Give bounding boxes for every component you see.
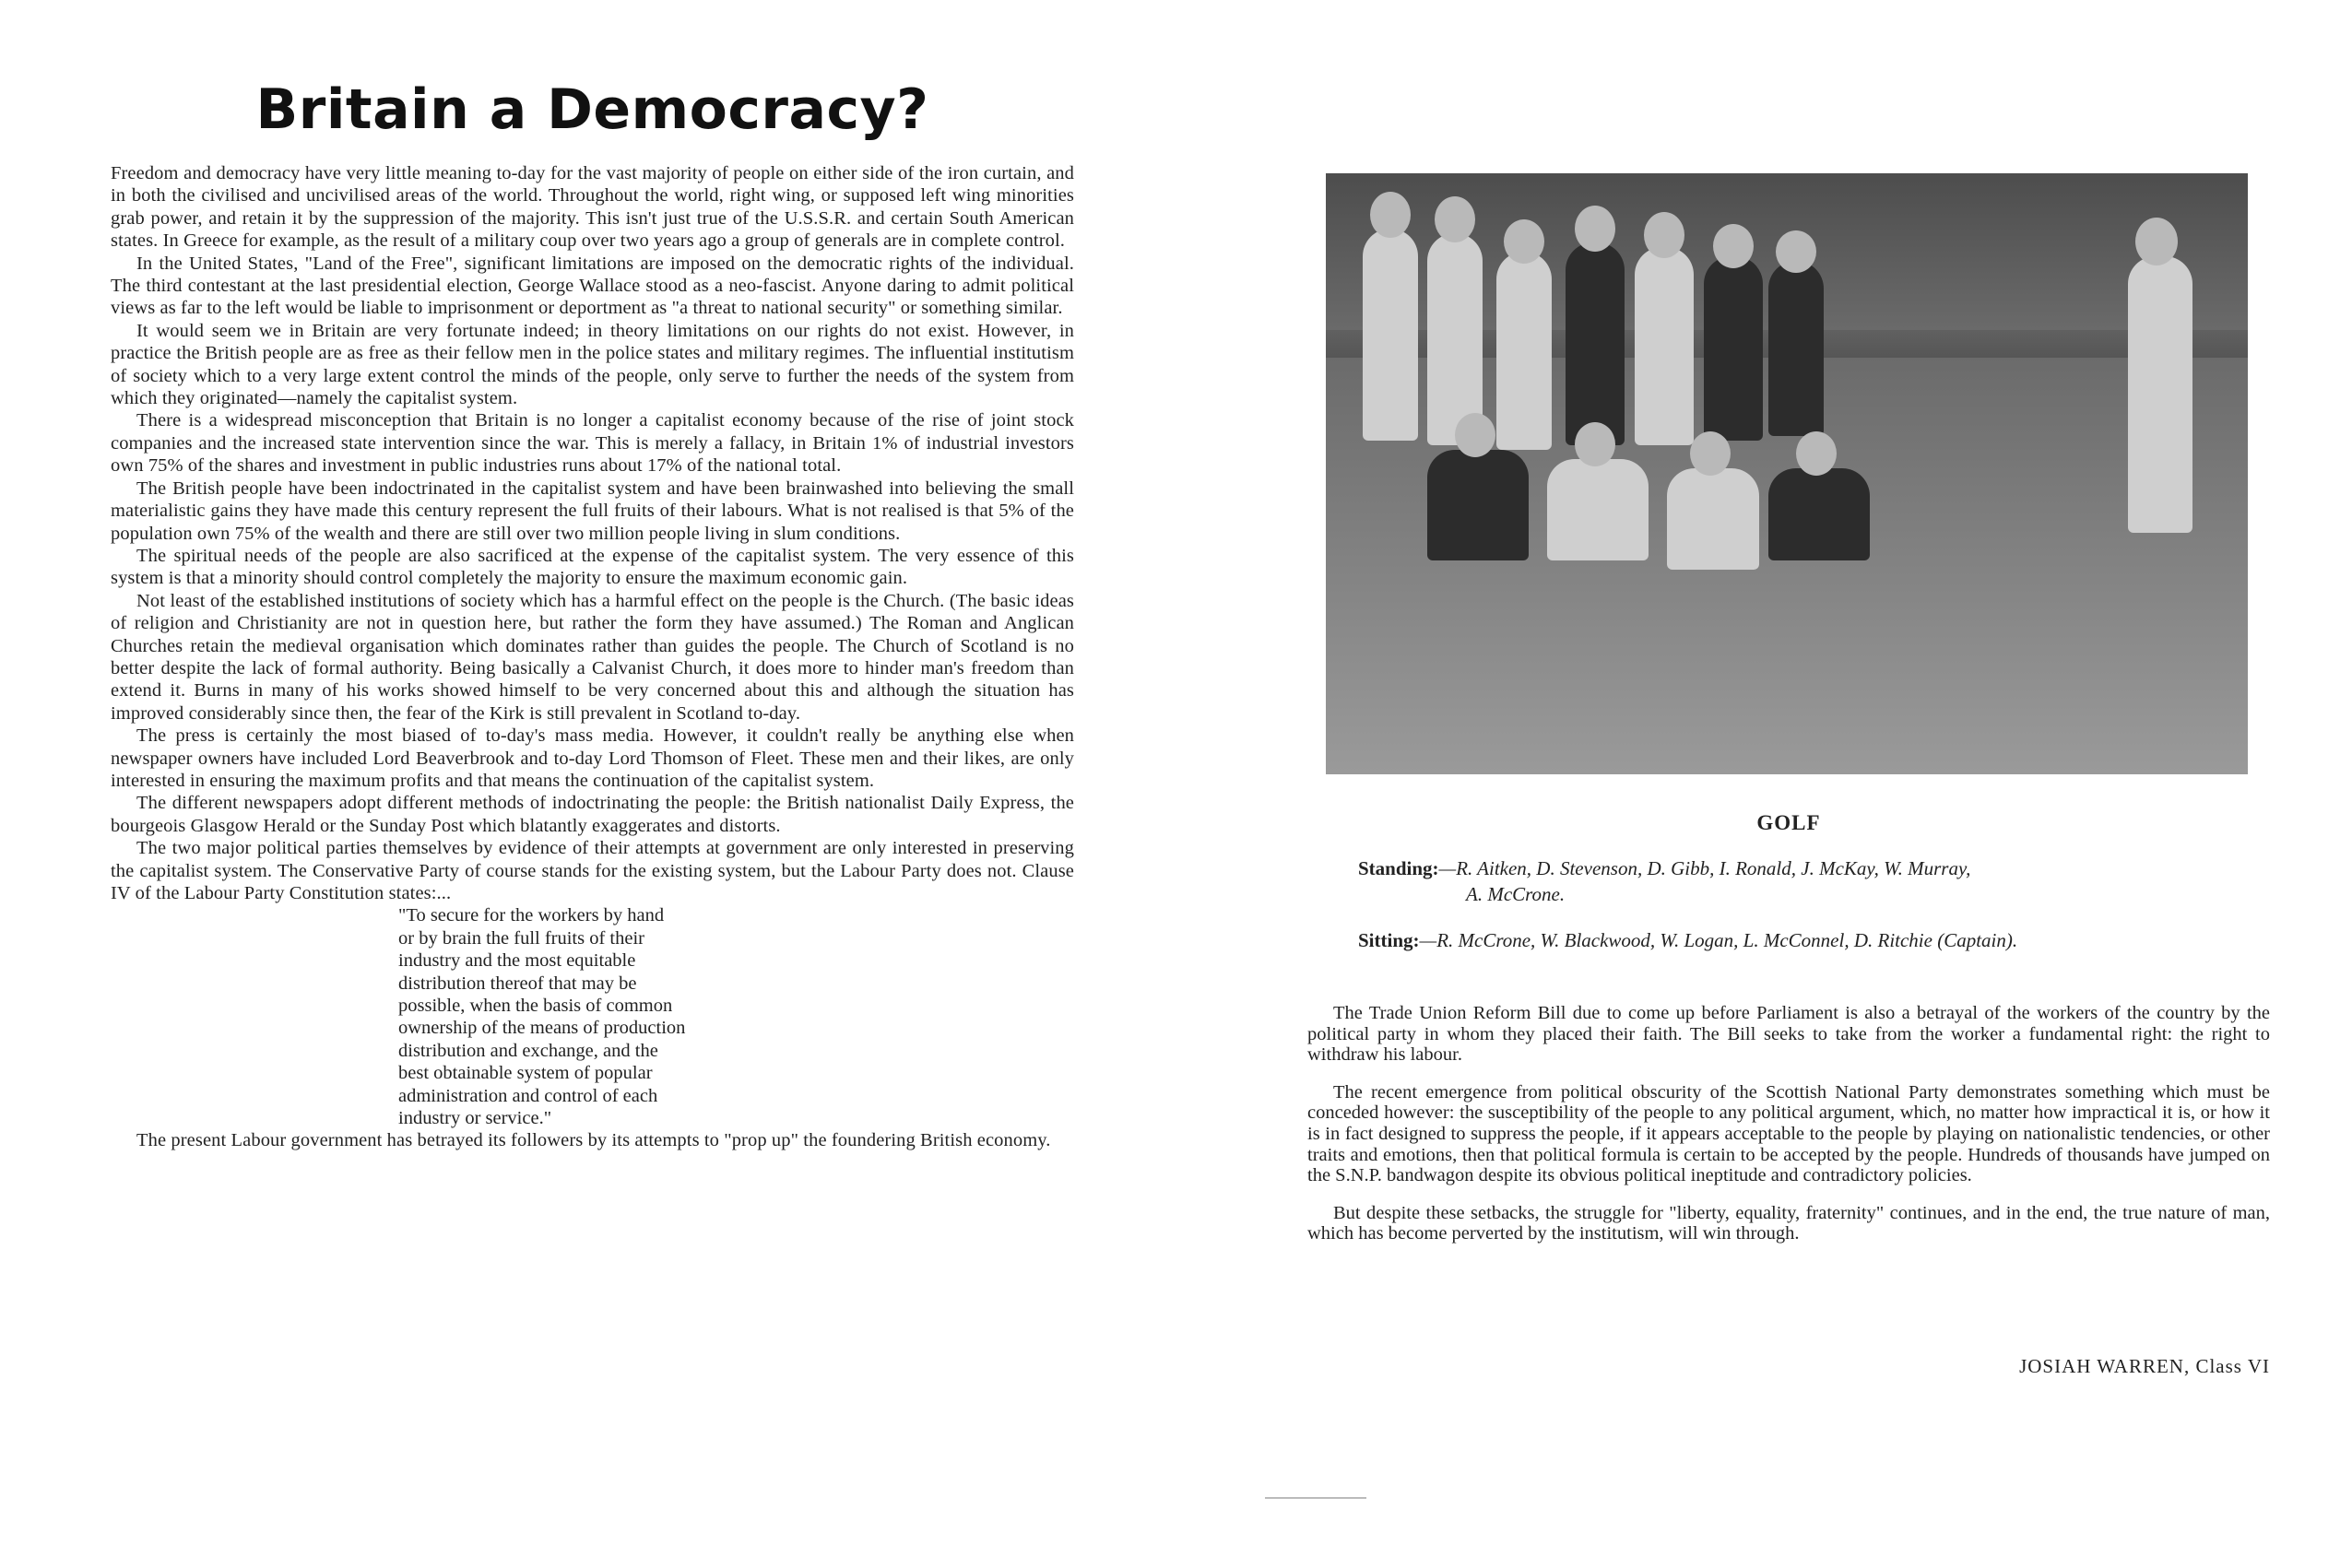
- photo-golfer-head: [2135, 218, 2178, 265]
- quote-line: or by brain the full fruits of their: [398, 927, 645, 949]
- article-paragraph: The spiritual needs of the people are also sacrificed at the expense of the capitalist system. The very essence of this system is that a minority should control completely the majority to ensure the maximum economic gain.: [111, 545, 1074, 589]
- sitting-label: Sitting:: [1358, 929, 1420, 951]
- article-paragraph: In the United States, "Land of the Free", significant limitations are imposed on the democratic rights of the individual. The third contestant at the last presidential election, George Wallace stood as a neo-fascist. Anyone daring to admit political views as far to the left would be liable to imprisonment or deportment as "a threat to national security" or something similar.: [111, 253, 1074, 319]
- left-page: [111, 65, 1074, 1152]
- photo-figure: [1496, 252, 1552, 450]
- photo-figure-head: [1690, 431, 1731, 476]
- article-paragraph: The two major political parties themselves by evidence of their attempts at government are only interested in preserving the capitalist system. The Conservative Party of course stands for the existing system, but the Labour Party does not. Clause IV of the Labour Party Constitution states:...: [111, 838, 1074, 903]
- photo-figure-head: [1455, 413, 1495, 457]
- quote-line: "To secure for the workers by hand: [398, 905, 665, 926]
- quote-line: distribution and exchange, and the: [398, 1040, 658, 1061]
- quote-line: industry or service.": [398, 1108, 552, 1129]
- standing-names: —R. Aitken, D. Stevenson, D. Gibb, I. Ronald, J. McKay, W. Murray,: [1438, 857, 1971, 879]
- article-paragraph: There is a widespread misconception that Britain is no longer a capitalist economy because of the rise of joint stock companies and the increased state intervention since the war. This is merely a fallacy, in Britain 1% of industrial investors own 75% of the shares and investment in public industries runs about 17% of the national total.: [111, 410, 1074, 477]
- quote-line: administration and control of each: [398, 1085, 658, 1106]
- photo-figure: [1566, 242, 1625, 445]
- quote-line: possible, when the basis of common: [398, 996, 673, 1017]
- golf-team-photo: [1326, 173, 2248, 774]
- article-paragraph: The different newspapers adopt different methods of indoctrinating the people: the British nationalist Daily Express, the bourgeois Glasgow Herald or the Sunday Post which blatantly exaggerates and distorts.: [111, 793, 1074, 836]
- photo-figure: [1635, 247, 1694, 445]
- article-paragraph: The Trade Union Reform Bill due to come up before Parliament is also a betrayal of the workers of the country by the political party in whom they placed their faith. The Bill seeks to take from the worker a fundamental right: the right to withdraw his labour.: [1307, 1003, 2270, 1066]
- article-paragraph: The recent emergence from political obscurity of the Scottish National Party demonstrates something which must be conceded however: the susceptibility of the people to any political argument, which, no matter how impractical it is, or how it is in fact designed to suppress the people, if it appears acceptable to the people by playing on nationalistic tendencies, or other traits and emotions, then that political formula is certain to be accepted by the people. Hundreds of thousands have jumped on the S.N.P. bandwagon despite its obvious political ineptitude and contradictory policies.: [1307, 1081, 2270, 1186]
- photo-caption-title: GOLF: [1756, 811, 1821, 834]
- article-paragraph: Not least of the established institutions of society which has a harmful effect on the people is the Church. (The basic ideas of religion and Christianity are not in question here, but rather the form they have assumed.) The Roman and Anglican Churches retain the medieval organisation which dominates rather than guides the people. The Church of Scotland is no better despite the lack of formal authority. Being basically a Calvanist Church, it does more to hinder man's freedom than extend it. Burns in many of his works showed himself to be very concerned about this and although the situation has improved considerably since then, the fear of the Kirk is still prevalent in Scotland to-day.: [111, 590, 1074, 724]
- quote-line: industry and the most equitable: [398, 950, 636, 972]
- article-paragraph: But despite these setbacks, the struggle for "liberty, equality, fraternity" continues, and in the end, the true nature of man, which has become perverted by the institutism, will win through.: [1307, 1202, 2270, 1244]
- photo-figure: [1768, 261, 1824, 436]
- article-paragraph: Freedom and democracy have very little meaning to-day for the vast majority of people on either side of the iron curtain, and in both the civilised and uncivilised areas of the world. Throughout the world, right wing, or supposed left wing minorities grab power, and retain it by the suppression of the majority. This isn't just true of the U.S.S.R. and certain South American states. In Greece for example, as the result of a military coup over two years ago a group of generals are in complete control.: [111, 163, 1074, 252]
- clause-iv-quote: [398, 904, 786, 1129]
- photo-figure: [1363, 229, 1418, 441]
- closing-paragraph: The present Labour government has betrayed its followers by its attempts to "prop up" the foundering British economy.: [136, 1130, 1051, 1151]
- photo-figure: [1704, 256, 1763, 441]
- photo-figure: [1667, 468, 1759, 570]
- photo-figure-head: [1575, 422, 1615, 466]
- article-title: Britain a Democracy?: [255, 77, 929, 142]
- author-signature: JOSIAH WARREN, Class VI: [2019, 1355, 2270, 1377]
- sitting-names: —R. McCrone, W. Blackwood, W. Logan, L. McConnel, D. Ritchie (Captain).: [1419, 929, 2018, 951]
- standing-line: [1358, 855, 1970, 881]
- page-rule: [1265, 1497, 1366, 1499]
- sitting-line: [1358, 927, 2017, 953]
- photo-figure: [1427, 450, 1529, 560]
- photo-figure-head: [1796, 431, 1837, 476]
- article-paragraph: The press is certainly the most biased of to-day's mass media. However, it couldn't really be anything else when newspaper owners have included Lord Beaverbrook and to-day Lord Thomson of Fleet. These men and their likes, are only interested in ensuring the maximum profits and that means the continuation of the capitalist system.: [111, 725, 1074, 791]
- article-continuation: [1307, 1003, 2270, 1244]
- photo-figure-head: [1370, 192, 1411, 238]
- quote-line: distribution thereof that may be: [398, 973, 637, 994]
- paragraph-gap: [1307, 1066, 2270, 1082]
- photo-figure-head: [1713, 224, 1754, 268]
- photo-figure: [1768, 468, 1870, 560]
- photo-figure-head: [1575, 206, 1615, 252]
- photo-figure-head: [1504, 219, 1544, 264]
- photo-figure-head: [1435, 196, 1475, 242]
- standing-line-2: [1466, 881, 1565, 907]
- photo-figure-head: [1776, 230, 1816, 273]
- photo-figure-head: [1644, 212, 1684, 258]
- quote-line: ownership of the means of production: [398, 1018, 686, 1039]
- article-paragraph: The British people have been indoctrinated in the capitalist system and have been brainwashed into believing the small materialistic gains they have made this century represent the full fruits of their labours. What is not realised is that 5% of the population own 75% of the wealth and there are still over two million people living in slum conditions.: [111, 477, 1074, 544]
- quote-line: best obtainable system of popular: [398, 1063, 653, 1084]
- article-paragraph: It would seem we in Britain are very fortunate indeed; in theory limitations on our rights do not exist. However, in practice the British people are as free as their fellow men in the police states and military regimes. The influential institutism of society which to a very large extent control the minds of the people, only serve to further the needs of the system from which they originated—namely the capitalist system.: [111, 320, 1074, 409]
- standing-names-2: A. McCrone.: [1466, 883, 1566, 905]
- photo-figure: [1547, 459, 1649, 560]
- standing-label: Standing:: [1358, 857, 1439, 879]
- paragraph-gap: [1307, 1186, 2270, 1203]
- photo-golfer: [2128, 256, 2192, 533]
